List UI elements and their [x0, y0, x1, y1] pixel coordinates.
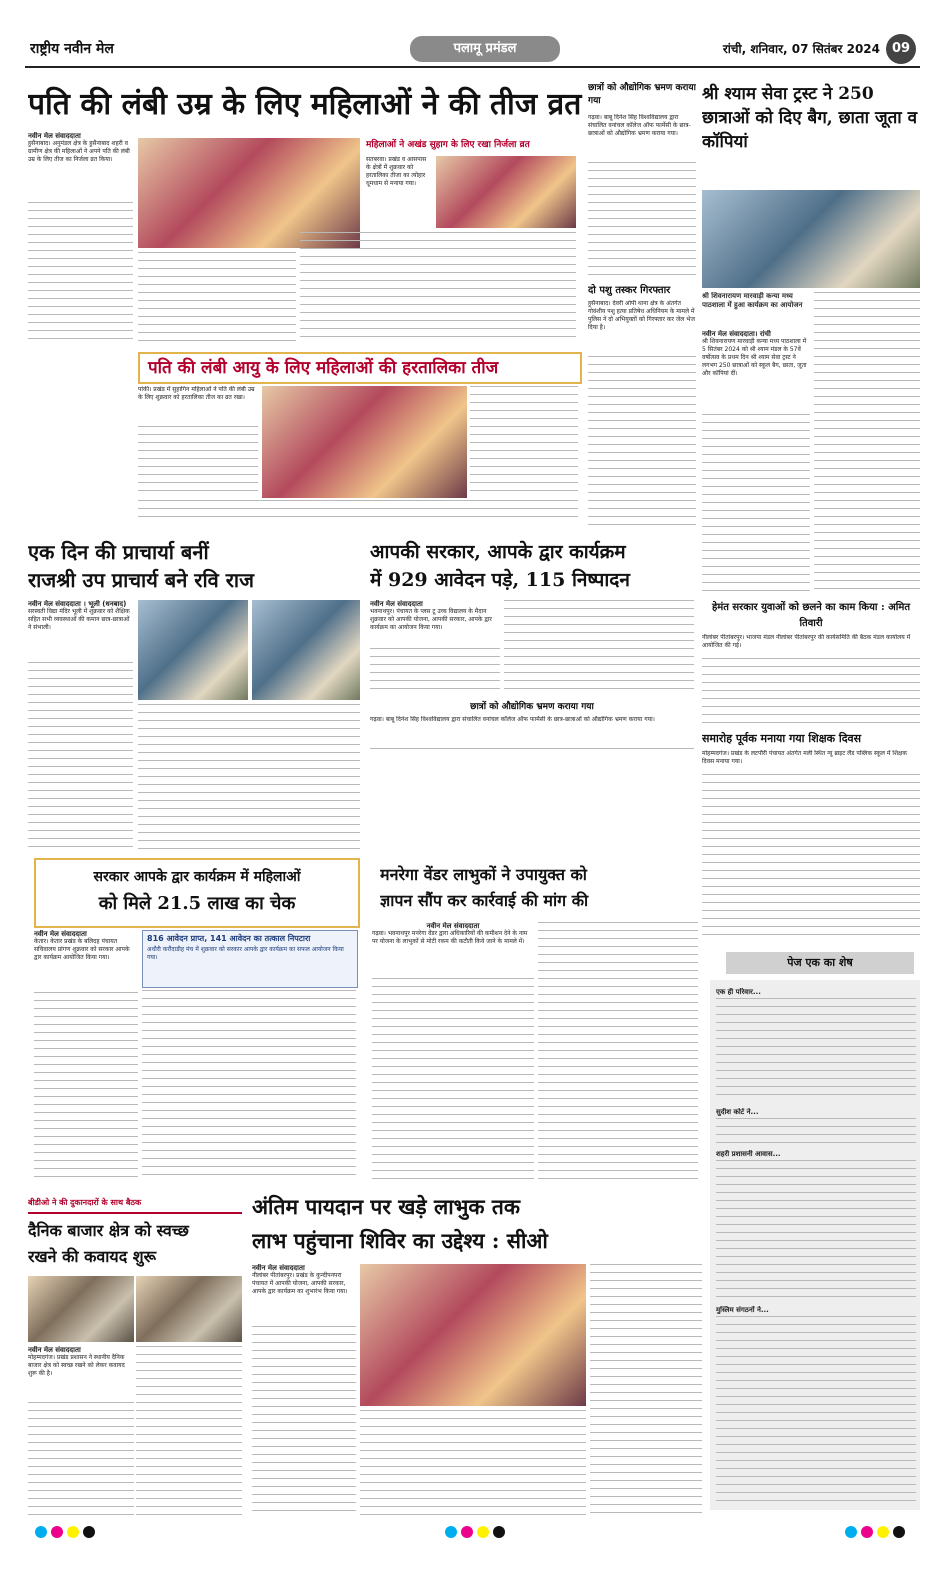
story6-brief-body — [370, 716, 694, 746]
registration-mark-magenta — [51, 1526, 63, 1538]
registration-mark-yellow — [67, 1526, 79, 1538]
header-rule — [25, 66, 920, 68]
registration-mark-black-3 — [893, 1526, 905, 1538]
story10-headline-1: मनरेगा वेंडर लाभुकों ने उपायुक्त को — [380, 865, 587, 884]
registration-mark-magenta-3 — [861, 1526, 873, 1538]
issue-date: रांची, शनिवार, 07 सितंबर 2024 — [722, 42, 880, 56]
story2-headline: पति की लंबी आयु के लिए महिलाओं की हरतालिका तीज — [148, 358, 499, 378]
story5-col2 — [138, 704, 360, 850]
story5-body — [28, 600, 133, 850]
story13-col2 — [360, 1410, 586, 1516]
story3-headline: छात्रों को औद्योगिक भ्रमण कराया गया — [588, 83, 696, 106]
story4-col2 — [814, 292, 920, 596]
story13-lead: नीलांबर पीतांबरपुर। प्रखंड के कुन्दीपनपरा पंचायत में आपकी योजना, आपकी सरकार, आपके द्वार कार्यक्रम का शुभारंभ किया गया। — [252, 1272, 348, 1295]
story10-headline-2: ज्ञापन सौंप कर कार्रवाई की मांग की — [380, 891, 589, 910]
story9-dateline: नवीन मेल संवाददाता — [34, 930, 87, 938]
story12-photo-2 — [136, 1276, 242, 1342]
story11-item-2-title: सुदीश कोर्ट ने... — [716, 1108, 759, 1116]
story11-item-4-title: मुस्लिम संगठनों ने... — [716, 1306, 769, 1314]
story11-item-2 — [716, 1108, 916, 1144]
story12-body — [28, 1346, 134, 1516]
registration-mark-yellow-2 — [477, 1526, 489, 1538]
story11-item-3-title: शहरी प्रशासनी आवास... — [716, 1150, 781, 1158]
story9-col2 — [142, 990, 356, 1182]
story10-dateline: नवीन मेल संवाददाता — [426, 922, 480, 930]
story11-item-1 — [716, 988, 916, 1102]
story2-photo — [262, 386, 467, 498]
story1-sub-lead: सतबरवा। प्रखंड व आसपास के क्षेत्रों में शुक्रवार को हरतालिका तीजा का त्योहार धूमधाम से मनाया गया। — [366, 156, 427, 187]
story1-dateline: नवीन मेल संवाददाता — [28, 132, 81, 140]
story4-body — [702, 330, 810, 596]
story11-header-bar — [726, 952, 914, 974]
story12-headline-1: दैनिक बाजार क्षेत्र को स्वच्छ — [28, 1221, 189, 1240]
story13-dateline: नवीन मेल संवाददाता — [252, 1264, 305, 1272]
story12-col2 — [136, 1346, 242, 1516]
page-number: 09 — [886, 34, 916, 64]
story5-photo-1 — [138, 600, 248, 700]
story10-lead: गढ़वा। भवनाथपुर मनरेगा वेंडर द्वारा अधिकारियों की कमीशन देने के नाम पर योजना के लाभुकों से मोटी रकम की कटौती किये जाने के मामले में। — [372, 930, 528, 945]
story9-lead: केतार। केतार प्रखंड के बलिदह पंचायत सचिवालय प्रांगण शुक्रवार को सरकार आपके द्वार कार्यक्रम आयोजित किया गया। — [34, 938, 130, 961]
story13-headline-1: अंतिम पायदान पर खड़े लाभुक तक — [252, 1194, 520, 1219]
story11-headline: पेज एक का शेष — [787, 956, 853, 969]
story6-brief-lead: गढ़वा। बाबू दिनेश सिंह विश्वविद्यालय द्वारा संचालित वनांचल कॉलेज ऑफ फार्मेसी के छात्र-छात्राओं को औद्योगिक भ्रमण कराया गया। — [370, 716, 655, 723]
story9-box-lead: अधौरी करौंदाडीह मंच में शुक्रवार को सरकार आपके द्वार कार्यक्रम का सफल आयोजन किया गया। — [147, 946, 344, 961]
story12-dateline: नवीन मेल संवाददाता — [28, 1346, 81, 1354]
registration-mark-magenta-2 — [461, 1526, 473, 1538]
story6-headline-2: में 929 आवेदन पड़े, 115 निष्पादन — [370, 569, 630, 591]
story5-lead: सरस्वती विद्या मंदिर भूली में शुक्रवार को शैक्षिक सहित सभी व्यवस्थाओं की कमान छात्र-छात्राओं ने संभाली। — [28, 608, 130, 631]
story2-banner — [138, 352, 582, 384]
story4-dateline: नवीन मेल संवाददाता। रांची — [702, 330, 771, 338]
story5-headline-1: एक दिन की प्राचार्या बनीं — [28, 540, 209, 564]
story10-col2 — [538, 922, 698, 1182]
registration-mark-black — [83, 1526, 95, 1538]
story7-body — [702, 634, 920, 726]
story1-lead: हुसैनाबाद। अनुमंडल क्षेत्र के हुसैनाबाद शहरी व ग्रामीण क्षेत्र की महिलाओं ने अपने पति की लंबी उम्र के लिए तीज का निर्जला व्रत किया। — [28, 140, 130, 163]
section-banner: पलामू प्रमंडल — [410, 36, 560, 62]
story4-photo — [702, 190, 920, 288]
story9-headline-1: सरकार आपके द्वार कार्यक्रम में महिलाओं — [93, 869, 301, 885]
story13-headline-2: लाभ पहुंचाना शिविर का उद्देश्य : सीओ — [252, 1228, 548, 1253]
story9-box — [142, 930, 358, 988]
story3-subheadline: दो पशु तस्कर गिरफ्तार — [588, 285, 671, 296]
story13-photo — [360, 1264, 586, 1406]
story7-headline: हेमंत सरकार युवाओं को छलने का काम किया : अमित तिवारी — [711, 602, 911, 629]
story5-headline-2: राजश्री उप प्राचार्य बने रवि राज — [28, 568, 254, 592]
story6-brief-title: छात्रों को औद्योगिक भ्रमण कराया गया — [470, 702, 594, 712]
story6-dateline: नवीन मेल संवाददाता — [370, 600, 423, 608]
story9-box-title: 816 आवेदन प्राप्त, 141 आवेदन का तत्काल निपटारा — [147, 934, 311, 943]
story1-col2 — [138, 252, 296, 342]
story6-body — [370, 600, 500, 696]
story2-foot — [138, 500, 578, 524]
story13-body — [252, 1264, 356, 1516]
masthead-logo: राष्ट्रीय नवीन मेल — [30, 41, 114, 57]
story1-sub-body — [366, 156, 432, 228]
story3-body — [588, 114, 696, 282]
story4-photo-caption: श्री शिवनारायण मारवाड़ी कन्या मध्य पाठशाला में हुआ कार्यक्रम का आयोजन — [702, 292, 803, 309]
story6-tail — [370, 748, 694, 756]
story2-col3 — [470, 386, 578, 498]
story12-lead: मोहम्मदगंज। प्रखंड प्रशासन ने स्थानीय दैनिक बाजार क्षेत्र को स्वच्छ रखने को लेकर कवायद शुरू की है। — [28, 1354, 125, 1377]
story2-lead: पांकी। प्रखंड में सुहागिन महिलाओं ने पति की लंबी उम्र के लिए शुक्रवार को हरतालिका तीज का व्रत रखा। — [138, 386, 255, 401]
story9-body — [34, 930, 138, 1182]
story1-body — [28, 132, 133, 342]
story11-item-1-title: एक ही परिवार... — [716, 988, 761, 996]
story1-subheadline: महिलाओं ने अखंड सुहाग के लिए रखा निर्जला व्रत — [366, 140, 530, 150]
story1-sub-photo — [436, 156, 576, 228]
story6-col2 — [504, 600, 694, 696]
story8-body — [702, 750, 920, 938]
registration-mark-yellow-3 — [877, 1526, 889, 1538]
story8-headline: समारोह पूर्वक मनाया गया शिक्षक दिवस — [702, 732, 862, 745]
story7-lead: नीलांबर पीतांबरपुर। भाजपा मंडल नीलांबर पीतांबरपुर की कार्यसमिति की बैठक मंडल कार्यालय में आयोजित की गई। — [702, 634, 911, 649]
story4-lead: श्री शिवनारायण मारवाड़ी कन्या मध्य पाठशाला में 5 सितंबर 2024 को श्री श्याम मंडल के 57वें वर्षोत्सव के प्रथम दिन श्री श्याम सेवा ट्रस्ट ने लगभग 250 छात्राओं को स्कूल बैग, छाता, जूता और कॉपियां दीं। — [702, 338, 807, 377]
story3-sub-body — [588, 300, 696, 526]
story12-tag: बीडीओ ने की दुकानदारों के साथ बैठक — [28, 1198, 142, 1207]
story12-tag-bar — [28, 1194, 242, 1214]
story11-item-4 — [716, 1306, 916, 1506]
story5-dateline: नवीन मेल संवाददाता । भूली (धनबाद) — [28, 600, 127, 608]
story1-headline: पति की लंबी उम्र के लिए महिलाओं ने की तीज व्रत — [28, 87, 582, 122]
story1-sub-body-more — [300, 232, 576, 342]
story3-lead: गढ़वा। बाबू दिनेश सिंह विश्वविद्यालय द्वारा संचालित वनांचल कॉलेज ऑफ फार्मेसी के छात्र-छात्राओं को औद्योगिक भ्रमण कराया गया। — [588, 114, 691, 137]
registration-mark-cyan-2 — [445, 1526, 457, 1538]
story8-lead: मोहम्मदगंज। प्रखंड के लटपौरी पंचायत अंतर्गत मली स्थित न्यू ब्राइट लैंड पब्लिक स्कूल में शिक्षक दिवस मनाया गया। — [702, 750, 907, 765]
story3-sub-lead: हुसैनाबाद। देवरी ओपी थाना क्षेत्र के अंतर्गत गोवंशीय पशु हत्या प्रतिषेध अधिनियम के मामले में पुलिस ने दो अभियुक्तों को गिरफ्तार कर जेल भेज दिया है। — [588, 300, 695, 331]
registration-mark-black-2 — [493, 1526, 505, 1538]
story6-headline-1: आपकी सरकार, आपके द्वार कार्यक्रम — [370, 541, 626, 563]
story6-lead: भवनाथपुर। पंचायत के प्लस टू उच्च विद्यालय के मैदान शुक्रवार को आपकी योजना, आपकी सरकार, आपके द्वार कार्यक्रम का आयोजन किया गया। — [370, 608, 492, 631]
story2-body — [138, 386, 258, 498]
print-color-bar — [25, 1524, 920, 1540]
story11-item-3 — [716, 1150, 916, 1300]
registration-mark-cyan-3 — [845, 1526, 857, 1538]
story13-col3 — [590, 1264, 702, 1516]
story12-photo-1 — [28, 1276, 134, 1342]
registration-mark-cyan — [35, 1526, 47, 1538]
story12-headline-2: रखने की कवायद शुरू — [28, 1247, 157, 1266]
story9-headline-2: को मिले 21.5 लाख का चेक — [98, 893, 296, 914]
story10-body — [372, 922, 534, 1182]
story4-headline: श्री श्याम सेवा ट्रस्ट ने 250 छात्राओं को दिए बैग, छाता जूता व कॉपियां — [702, 84, 918, 152]
story5-photo-2 — [252, 600, 360, 700]
